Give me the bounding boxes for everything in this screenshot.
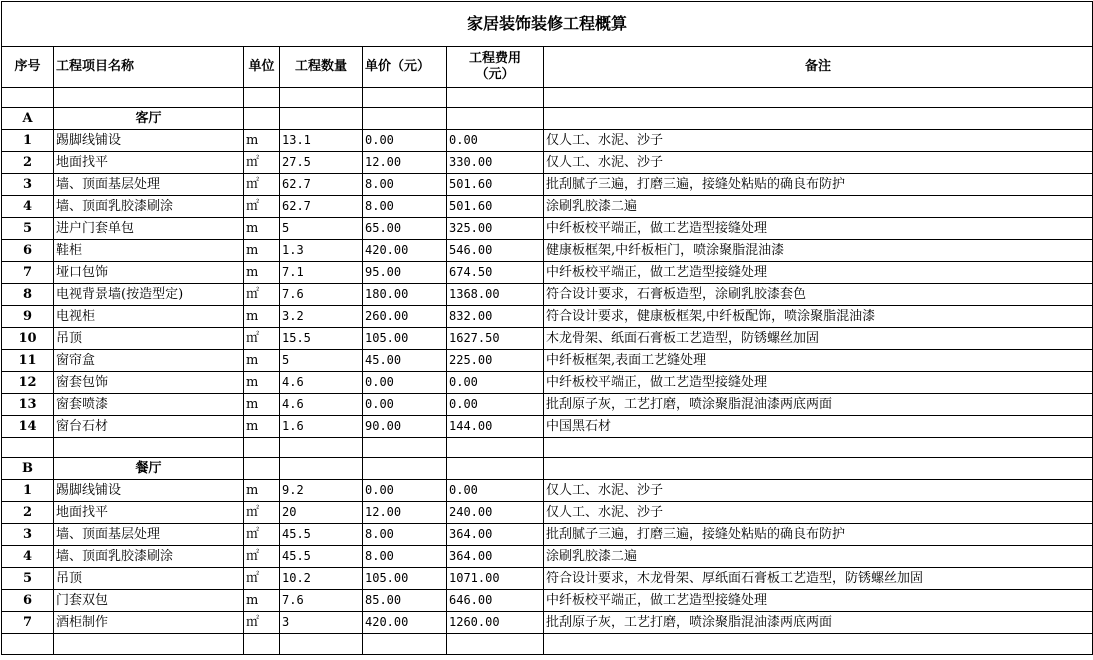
item-row — [2, 218, 1093, 240]
item-no: 1 — [2, 480, 54, 502]
item-unit: m — [244, 480, 280, 502]
item-cost: 364.00 — [447, 546, 544, 568]
item-qty: 5 — [280, 218, 363, 240]
item-qty: 9.2 — [280, 480, 363, 502]
item-name: 窗套包饰 — [54, 372, 244, 394]
item-unit: ㎡ — [244, 284, 280, 306]
item-price: 8.00 — [363, 546, 447, 568]
item-qty: 3 — [280, 612, 363, 634]
item-note: 中纤板框架,表面工艺缝处理 — [544, 350, 1093, 372]
item-cost: 325.00 — [447, 218, 544, 240]
item-no: 14 — [2, 416, 54, 438]
item-name: 窗套喷漆 — [54, 394, 244, 416]
item-cost: 501.60 — [447, 174, 544, 196]
item-row — [2, 590, 1093, 612]
item-price: 45.00 — [363, 350, 447, 372]
item-price: 8.00 — [363, 174, 447, 196]
item-qty: 13.1 — [280, 130, 363, 152]
item-name: 鞋柜 — [54, 240, 244, 262]
item-no: 12 — [2, 372, 54, 394]
sheet-title: 家居装饰装修工程概算 — [2, 2, 1093, 47]
item-qty: 7.1 — [280, 262, 363, 284]
section-row — [2, 108, 1093, 130]
item-qty: 3.2 — [280, 306, 363, 328]
item-name: 墙、顶面基层处理 — [54, 524, 244, 546]
item-name: 踢脚线铺设 — [54, 480, 244, 502]
item-row — [2, 416, 1093, 438]
item-note: 中纤板校平端正，做工艺造型接缝处理 — [544, 590, 1093, 612]
item-qty: 4.6 — [280, 372, 363, 394]
header-qty: 工程数量 — [280, 47, 363, 88]
item-cost: 501.60 — [447, 196, 544, 218]
item-note: 符合设计要求，木龙骨架、厚纸面石膏板工艺造型，防锈螺丝加固 — [544, 568, 1093, 590]
item-cost: 546.00 — [447, 240, 544, 262]
item-cost: 0.00 — [447, 372, 544, 394]
item-name: 进户门套单包 — [54, 218, 244, 240]
item-price: 260.00 — [363, 306, 447, 328]
item-note: 符合设计要求，健康板框架,中纤板配饰，喷涂聚脂混油漆 — [544, 306, 1093, 328]
item-qty: 20 — [280, 502, 363, 524]
item-cost: 144.00 — [447, 416, 544, 438]
item-note: 批刮原子灰，工艺打磨，喷涂聚脂混油漆两底两面 — [544, 394, 1093, 416]
item-qty: 4.6 — [280, 394, 363, 416]
blank-row — [2, 438, 1093, 458]
item-note: 仅人工、水泥、沙子 — [544, 480, 1093, 502]
item-qty: 5 — [280, 350, 363, 372]
item-no: 2 — [2, 502, 54, 524]
item-cost: 225.00 — [447, 350, 544, 372]
item-price: 420.00 — [363, 240, 447, 262]
item-cost: 674.50 — [447, 262, 544, 284]
item-no: 11 — [2, 350, 54, 372]
item-name: 吊顶 — [54, 328, 244, 350]
item-qty: 27.5 — [280, 152, 363, 174]
item-name: 踢脚线铺设 — [54, 130, 244, 152]
item-no: 5 — [2, 218, 54, 240]
item-row — [2, 328, 1093, 350]
item-note: 木龙骨架、纸面石膏板工艺造型，防锈螺丝加固 — [544, 328, 1093, 350]
item-cost: 1368.00 — [447, 284, 544, 306]
item-no: 10 — [2, 328, 54, 350]
item-row — [2, 372, 1093, 394]
item-no: 6 — [2, 590, 54, 612]
item-price: 0.00 — [363, 394, 447, 416]
item-note: 批刮腻子三遍，打磨三遍，接缝处粘贴的确良布防护 — [544, 174, 1093, 196]
item-unit: m — [244, 416, 280, 438]
item-note: 涂刷乳胶漆二遍 — [544, 546, 1093, 568]
item-name: 电视柜 — [54, 306, 244, 328]
item-row — [2, 502, 1093, 524]
item-name: 酒柜制作 — [54, 612, 244, 634]
item-unit: m — [244, 590, 280, 612]
item-cost: 240.00 — [447, 502, 544, 524]
section-name: 客厅 — [54, 108, 244, 130]
header-unit: 单位 — [244, 47, 280, 88]
item-price: 8.00 — [363, 524, 447, 546]
item-price: 180.00 — [363, 284, 447, 306]
item-qty: 62.7 — [280, 196, 363, 218]
item-cost: 364.00 — [447, 524, 544, 546]
item-unit: ㎡ — [244, 524, 280, 546]
item-name: 地面找平 — [54, 502, 244, 524]
section-name: 餐厅 — [54, 458, 244, 480]
header-row — [2, 47, 1093, 88]
item-unit: m — [244, 130, 280, 152]
item-qty: 1.3 — [280, 240, 363, 262]
item-name: 门套双包 — [54, 590, 244, 612]
item-cost: 0.00 — [447, 130, 544, 152]
item-note: 仅人工、水泥、沙子 — [544, 130, 1093, 152]
item-name: 电视背景墙(按造型定) — [54, 284, 244, 306]
item-price: 0.00 — [363, 130, 447, 152]
item-price: 65.00 — [363, 218, 447, 240]
item-name: 地面找平 — [54, 152, 244, 174]
section-id: B — [2, 458, 54, 480]
header-note: 备注 — [544, 47, 1093, 88]
item-row — [2, 174, 1093, 196]
blank-row — [2, 88, 1093, 108]
section-id: A — [2, 108, 54, 130]
item-cost: 330.00 — [447, 152, 544, 174]
item-name: 墙、顶面乳胶漆刷涂 — [54, 196, 244, 218]
item-note: 中纤板校平端正，做工艺造型接缝处理 — [544, 262, 1093, 284]
header-no: 序号 — [2, 47, 54, 88]
item-price: 8.00 — [363, 196, 447, 218]
item-unit: m — [244, 262, 280, 284]
item-unit: m — [244, 372, 280, 394]
item-price: 0.00 — [363, 480, 447, 502]
item-price: 0.00 — [363, 372, 447, 394]
item-price: 420.00 — [363, 612, 447, 634]
item-row — [2, 262, 1093, 284]
item-qty: 10.2 — [280, 568, 363, 590]
item-row — [2, 394, 1093, 416]
item-qty: 62.7 — [280, 174, 363, 196]
item-qty: 45.5 — [280, 524, 363, 546]
blank-row — [2, 634, 1093, 655]
item-note: 符合设计要求，石膏板造型，涂刷乳胶漆套色 — [544, 284, 1093, 306]
item-unit: m — [244, 240, 280, 262]
item-no: 8 — [2, 284, 54, 306]
header-cost-line2: （元） — [475, 67, 515, 82]
item-no: 4 — [2, 196, 54, 218]
item-row — [2, 130, 1093, 152]
item-qty: 7.6 — [280, 284, 363, 306]
section-row — [2, 458, 1093, 480]
item-unit: ㎡ — [244, 328, 280, 350]
item-price: 90.00 — [363, 416, 447, 438]
item-unit: ㎡ — [244, 568, 280, 590]
item-no: 2 — [2, 152, 54, 174]
item-cost: 832.00 — [447, 306, 544, 328]
item-name: 吊顶 — [54, 568, 244, 590]
item-cost: 1260.00 — [447, 612, 544, 634]
item-no: 5 — [2, 568, 54, 590]
item-row — [2, 568, 1093, 590]
item-qty: 15.5 — [280, 328, 363, 350]
item-name: 窗帘盒 — [54, 350, 244, 372]
item-no: 7 — [2, 612, 54, 634]
item-cost: 1627.50 — [447, 328, 544, 350]
item-note: 中纤板校平端正，做工艺造型接缝处理 — [544, 372, 1093, 394]
item-row — [2, 240, 1093, 262]
item-unit: ㎡ — [244, 196, 280, 218]
item-note: 健康板框架,中纤板柜门，喷涂聚脂混油漆 — [544, 240, 1093, 262]
item-price: 12.00 — [363, 502, 447, 524]
item-no: 3 — [2, 174, 54, 196]
item-price: 105.00 — [363, 328, 447, 350]
item-no: 3 — [2, 524, 54, 546]
item-no: 6 — [2, 240, 54, 262]
item-row — [2, 480, 1093, 502]
item-unit: ㎡ — [244, 546, 280, 568]
item-note: 中纤板校平端正，做工艺造型接缝处理 — [544, 218, 1093, 240]
item-price: 105.00 — [363, 568, 447, 590]
item-note: 批刮腻子三遍，打磨三遍，接缝处粘贴的确良布防护 — [544, 524, 1093, 546]
item-qty: 1.6 — [280, 416, 363, 438]
item-row — [2, 306, 1093, 328]
item-row — [2, 612, 1093, 634]
item-row — [2, 152, 1093, 174]
item-unit: m — [244, 394, 280, 416]
estimate-table — [1, 1, 1093, 655]
item-name: 窗台石材 — [54, 416, 244, 438]
title-row — [2, 2, 1093, 47]
item-unit: m — [244, 218, 280, 240]
header-cost — [447, 47, 544, 88]
item-name: 墙、顶面基层处理 — [54, 174, 244, 196]
item-cost: 1071.00 — [447, 568, 544, 590]
item-unit: m — [244, 306, 280, 328]
item-row — [2, 524, 1093, 546]
item-unit: ㎡ — [244, 502, 280, 524]
item-name: 垭口包饰 — [54, 262, 244, 284]
item-no: 1 — [2, 130, 54, 152]
item-unit: ㎡ — [244, 152, 280, 174]
item-name: 墙、顶面乳胶漆刷涂 — [54, 546, 244, 568]
item-price: 95.00 — [363, 262, 447, 284]
item-qty: 7.6 — [280, 590, 363, 612]
item-no: 7 — [2, 262, 54, 284]
item-note: 涂刷乳胶漆二遍 — [544, 196, 1093, 218]
header-name: 工程项目名称 — [54, 47, 244, 88]
item-qty: 45.5 — [280, 546, 363, 568]
item-cost: 646.00 — [447, 590, 544, 612]
item-cost: 0.00 — [447, 394, 544, 416]
item-note: 仅人工、水泥、沙子 — [544, 152, 1093, 174]
item-note: 中国黑石材 — [544, 416, 1093, 438]
item-note: 批刮原子灰，工艺打磨，喷涂聚脂混油漆两底两面 — [544, 612, 1093, 634]
item-unit: ㎡ — [244, 612, 280, 634]
item-price: 12.00 — [363, 152, 447, 174]
item-price: 85.00 — [363, 590, 447, 612]
item-row — [2, 284, 1093, 306]
item-row — [2, 546, 1093, 568]
item-cost: 0.00 — [447, 480, 544, 502]
header-price: 单价（元） — [363, 47, 447, 88]
item-no: 4 — [2, 546, 54, 568]
item-no: 13 — [2, 394, 54, 416]
item-no: 9 — [2, 306, 54, 328]
item-note: 仅人工、水泥、沙子 — [544, 502, 1093, 524]
item-row — [2, 196, 1093, 218]
header-cost-line1: 工程费用 — [468, 51, 521, 66]
item-unit: ㎡ — [244, 174, 280, 196]
item-unit: m — [244, 350, 280, 372]
item-row — [2, 350, 1093, 372]
